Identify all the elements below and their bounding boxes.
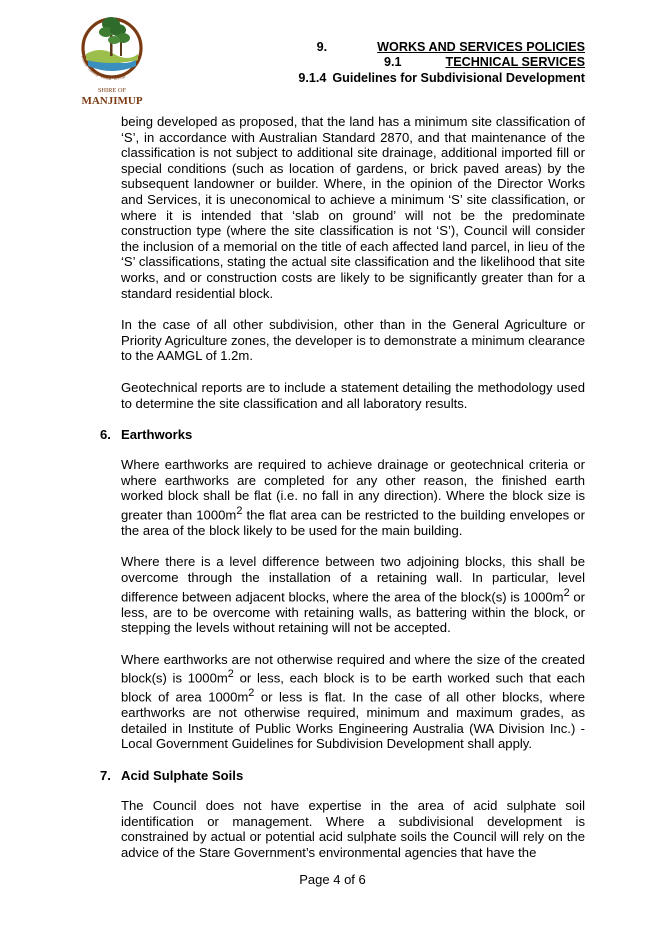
page-number: Page 4 of 6 xyxy=(299,872,366,887)
header-title-3: Guidelines for Subdivisional Development xyxy=(332,71,585,85)
paragraph-earthworks-flat: Where earthworks are required to achieve drainage or geotechnical criteria or where earthworks are completed for any other reason, the finished earth worked block shall be flat (i.e. no fall in any direction). Where the block size is greater than $1000m^2$ the flat area can be restricted to the building envelopes or the area of the block likely to be used for the main building. xyxy=(121,457,585,538)
section-title: Earthworks xyxy=(121,427,193,443)
header-line-2 xyxy=(384,55,585,69)
paragraph-aamgl-clearance: In the case of all other subdivision, other than in the General Agriculture or Priority Agriculture zones, the developer is to demonstrate a minimum clearance to the AAMGL of 1.2m. xyxy=(121,317,585,364)
section-title: Acid Sulphate Soils xyxy=(121,768,244,784)
header-line-3 xyxy=(298,71,585,85)
shire-of-manjimup-logo xyxy=(70,10,154,110)
section-number: 6. xyxy=(100,427,111,443)
header-title-1: WORKS AND SERVICES POLICIES xyxy=(377,40,585,54)
header-number-2: 9.1 xyxy=(383,55,402,69)
paragraph-site-classification: being developed as proposed, that the land has a minimum site classification of ‘S’, in accordance with Australian Standard 2870, and that maintenance of the classification is not subject to additional site drainage, additional imported fill or special conditions (such as location of gardens, or brick paved areas) by the subsequent landowner or builder. Where, in the opinion of the Director Works and Services, it is uneconomical to achieve a minimum ‘S’ site classification, or where it is intended that ‘slab on ground’ will not be the predominate construction type (where the site classification is not ‘S’), Council will consider the inclusion of a memorial on the title of each affected land parcel, in lieu of the ‘S’ classifications, stating the actual site classification and the likelihood that site works, and or construction costs are likely to be significantly greater than for a standard residential block. xyxy=(121,114,585,301)
paragraph-geotechnical-reports: Geotechnical reports are to include a statement detailing the methodology used to determine the site classification and all laboratory results. xyxy=(121,379,585,411)
logo-arc-text: Wildlife · Gateway · Forests · Heritage xyxy=(80,55,127,82)
section-heading-acid-sulphate xyxy=(100,768,585,784)
section-heading-earthworks xyxy=(100,427,585,443)
logo-shire-of: SHIRE OF xyxy=(97,87,127,94)
header-number-1: 9. xyxy=(316,40,328,54)
header-line-1 xyxy=(317,40,585,54)
document-body xyxy=(100,114,586,876)
paragraph-earthworks-grades: Where earthworks are not otherwise required and where the size of the created block(s) is $1000m^2$ or less, each block is to be earth worked such that each block of area $1000m^2$ or less is flat. In the case of all other blocks, where earthworks are not otherwise required, minimum and maximum grades, as detailed in Institute of Public Works Engineering Australia (WA Division Inc.) - Local Government Guidelines for Subdivision Development shall apply. xyxy=(121,651,585,752)
logo-name: MANJIMUP xyxy=(81,95,143,107)
header-title-2: TECHNICAL SERVICES xyxy=(445,55,585,69)
section-number: 7. xyxy=(100,768,111,784)
paragraph-retaining-walls: Where there is a level difference between two adjoining blocks, this shall be overcome through the installation of a retaining wall. In particular, level difference between adjacent blocks, where the area of the block(s) is $1000m^2$ or less, are to be overcome with retaining walls, as battering within the block, or stepping the levels without retaining will not be accepted. xyxy=(121,554,586,636)
paragraph-acid-sulphate: The Council does not have expertise in the area of acid sulphate soil identification or management. Where a subdivisional development is constrained by actual or potential acid sulphate soils the Council will rely on the advice of the Stare Government’s environmental agencies that have the xyxy=(121,798,585,860)
header-number-3: 9.1.4 xyxy=(298,71,327,85)
